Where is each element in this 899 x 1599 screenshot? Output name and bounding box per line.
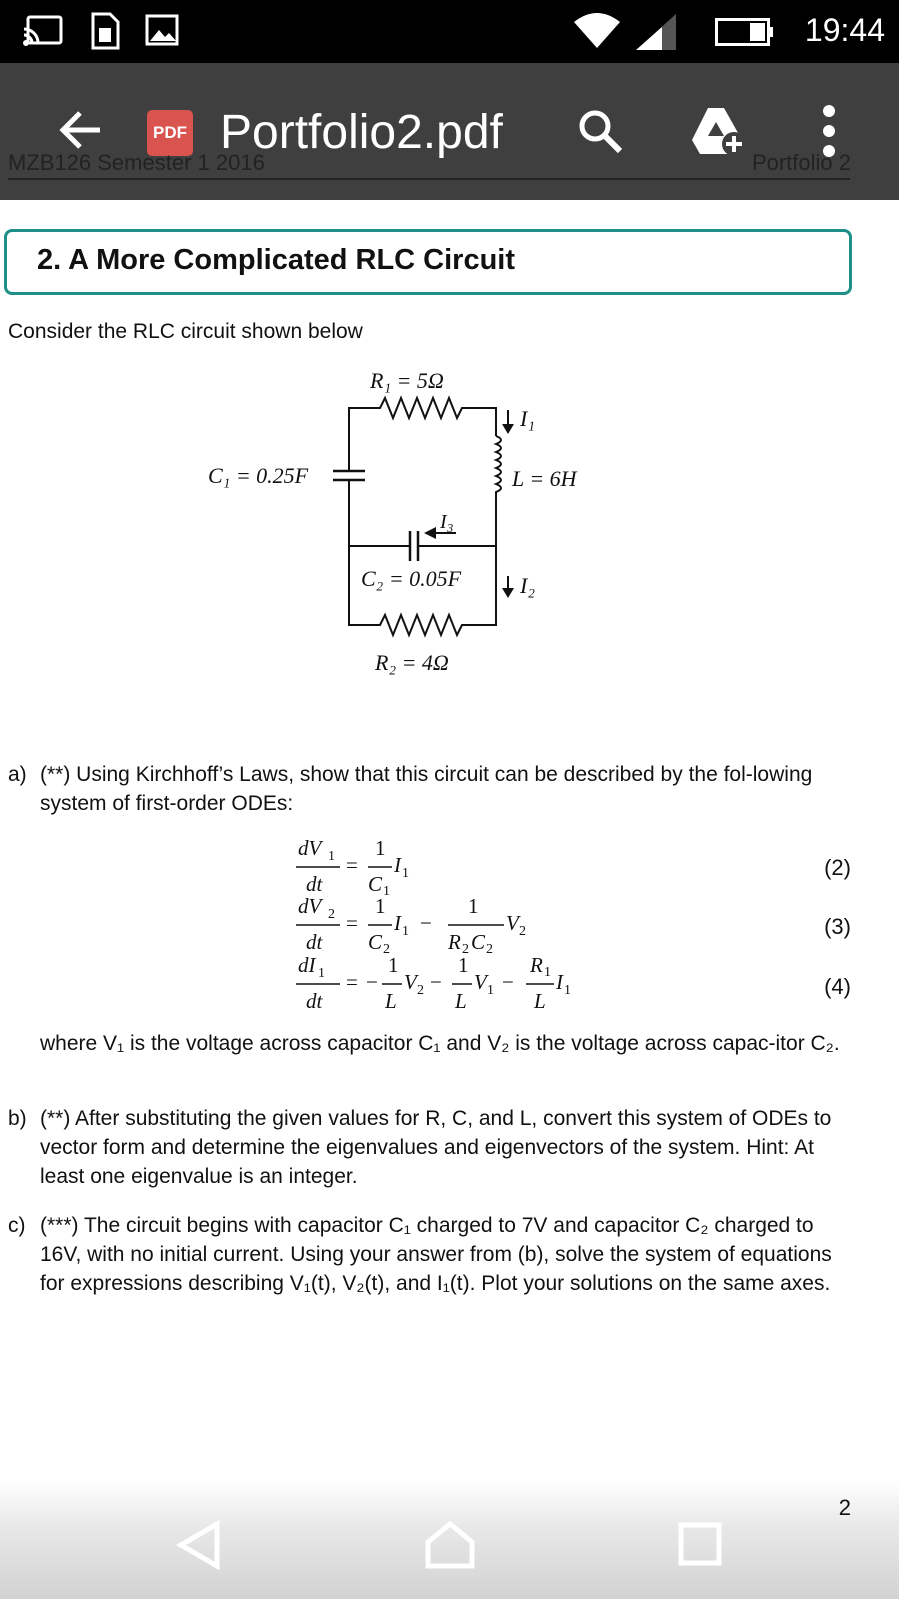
drive-add-icon[interactable] — [690, 106, 748, 158]
svg-text:L: L — [455, 989, 467, 1013]
svg-text:I: I — [556, 970, 563, 994]
svg-text:C: C — [368, 872, 383, 896]
svg-text:C: C — [471, 930, 486, 954]
svg-text:I: I — [394, 911, 401, 935]
i3-label: I₃ — [440, 511, 454, 533]
svg-text:2: 2 — [417, 983, 424, 998]
svg-text:1: 1 — [318, 966, 325, 981]
section-title-box — [4, 229, 852, 295]
equation-number: (2) — [824, 855, 851, 880]
i1-arrowhead-icon — [502, 424, 514, 434]
r1-label: R₁ = 5Ω — [370, 368, 444, 393]
svg-text:1: 1 — [388, 953, 399, 977]
svg-text:1: 1 — [544, 965, 551, 980]
rlc-circuit-diagram — [200, 368, 620, 688]
inductor-label: L = 6H — [512, 466, 577, 491]
svg-text:L: L — [534, 989, 546, 1013]
svg-text:2: 2 — [383, 942, 390, 957]
document-title: Portfolio2.pdf — [220, 106, 503, 159]
search-icon[interactable] — [577, 108, 623, 154]
svg-text:2: 2 — [486, 942, 493, 957]
header-rule — [8, 178, 850, 180]
equation-number: (4) — [824, 974, 851, 999]
svg-text:=: = — [346, 911, 358, 935]
question-c-label: c) — [8, 1214, 26, 1237]
svg-text:−: − — [420, 911, 432, 935]
svg-text:I: I — [394, 853, 401, 877]
i3-arrowhead-icon — [424, 527, 436, 539]
navigation-bar — [0, 1480, 899, 1599]
svg-text:dt: dt — [306, 989, 323, 1013]
svg-text:1: 1 — [375, 894, 386, 918]
svg-text:−: − — [430, 970, 442, 994]
svg-text:dt: dt — [306, 930, 323, 954]
svg-text:dV: dV — [298, 894, 322, 918]
svg-text:dV: dV — [298, 836, 322, 860]
ode-system — [290, 835, 620, 1015]
svg-text:dt: dt — [306, 872, 323, 896]
equation-number: (3) — [824, 914, 851, 939]
question-a-label: a) — [8, 763, 27, 786]
svg-text:1: 1 — [468, 894, 479, 918]
svg-text:1: 1 — [402, 924, 409, 939]
svg-text:1: 1 — [375, 836, 386, 860]
back-nav-icon[interactable] — [176, 1520, 222, 1570]
wifi-icon — [574, 12, 620, 50]
back-arrow-icon[interactable] — [56, 108, 104, 152]
i2-label: I₂ — [520, 573, 535, 598]
question-b-label: b) — [8, 1107, 27, 1130]
question-a-text: (**) Using Kirchhoff’s Laws, show that this circuit can be described by the fol-lowing system of first-order ODEs: — [40, 763, 813, 815]
svg-text:V: V — [404, 970, 417, 994]
doc-header-left: MZB126 Semester 1 2016 — [8, 150, 265, 175]
intro-text: Consider the RLC circuit shown below — [8, 320, 363, 343]
section-title: 2. A More Complicated RLC Circuit — [37, 244, 516, 276]
svg-text:2: 2 — [328, 907, 335, 922]
svg-text:1: 1 — [402, 866, 409, 881]
i2-arrowhead-icon — [502, 588, 514, 598]
svg-text:2: 2 — [462, 942, 469, 957]
svg-text:2: 2 — [519, 924, 526, 939]
page-number: 2 — [838, 1495, 851, 1520]
svg-text:−: − — [366, 970, 378, 994]
battery-icon — [715, 18, 773, 46]
home-nav-icon[interactable] — [424, 1520, 476, 1570]
svg-text:L: L — [385, 989, 397, 1013]
c1-label: C₁ = 0.25F — [208, 463, 309, 488]
question-c-text: (***) The circuit begins with capacitor C₁ charged to 7V and capacitor C₂ charged to 16V, with no initial current. Using your answer from (b), solve the system of equations for expressions describing V₁(t), V₂(t), and I₁(t). Plot your solutions on the same axes. — [40, 1214, 832, 1295]
i1-label: I₁ — [520, 406, 535, 431]
svg-text:1: 1 — [564, 983, 571, 998]
question-b-text: (**) After substituting the given values for R, C, and L, convert this system of ODEs to vector form and determine the eigenvalues and eigenvectors of the system. Hint: At least one eigenvalue is an integer. — [40, 1107, 832, 1188]
sim-card-icon — [90, 12, 120, 50]
svg-text:1: 1 — [458, 953, 469, 977]
svg-text:−: − — [502, 970, 514, 994]
signal-icon — [636, 14, 676, 50]
pdf-badge-icon: PDF — [147, 110, 193, 156]
r2-label: R₂ = 4Ω — [375, 650, 449, 675]
svg-text:C: C — [368, 930, 383, 954]
svg-text:R: R — [530, 953, 543, 977]
cast-icon — [22, 15, 64, 47]
svg-text:dI: dI — [298, 953, 316, 977]
clock: 19:44 — [804, 12, 885, 48]
recents-nav-icon[interactable] — [678, 1522, 722, 1566]
svg-text:V: V — [474, 970, 487, 994]
svg-text:R: R — [448, 930, 461, 954]
svg-text:1: 1 — [487, 983, 494, 998]
svg-text:1: 1 — [383, 884, 390, 899]
where-text: where V₁ is the voltage across capacitor C₁ and V₂ is the voltage across capac-itor C₂. — [40, 1032, 840, 1055]
c2-label: C₂ = 0.05F — [361, 566, 462, 591]
svg-text:V: V — [506, 911, 519, 935]
svg-text:=: = — [346, 853, 358, 877]
svg-text:1: 1 — [328, 849, 335, 864]
doc-header-right: Portfolio 2 — [751, 150, 851, 175]
svg-text:=: = — [346, 970, 358, 994]
image-icon — [145, 14, 179, 46]
status-bar — [0, 0, 899, 63]
